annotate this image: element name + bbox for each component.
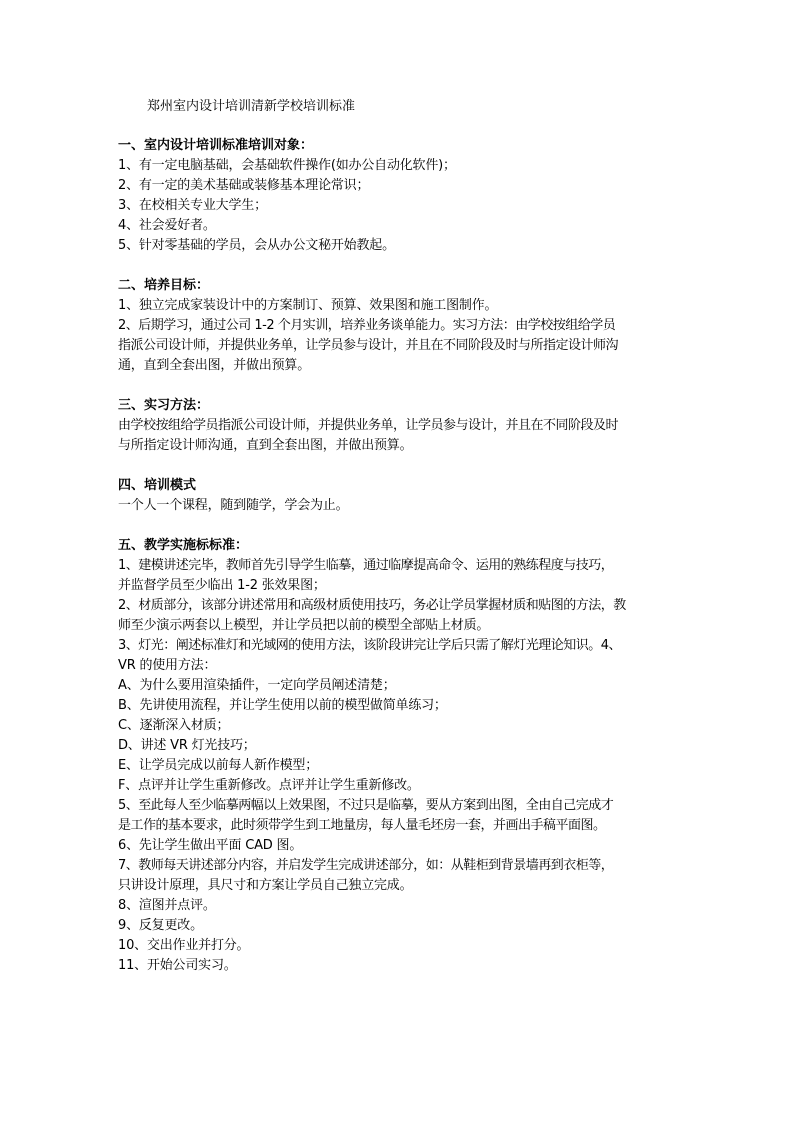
paragraph-line: 9、反复更改。 bbox=[118, 918, 203, 933]
section-heading: 五、教学实施标标准： bbox=[118, 538, 249, 553]
paragraph-line: A、为什么要用渲染插件，一定向学员阐述清楚； bbox=[118, 678, 396, 693]
paragraph-line: 3、在校相关专业大学生； bbox=[118, 198, 267, 213]
paragraph-line: D、讲述 VR 灯光技巧； bbox=[118, 738, 256, 753]
paragraph-line: 师至少演示两套以上模型，并让学员把以前的模型全部贴上材质。 bbox=[118, 618, 490, 633]
document-title: 郑州室内设计培训清新学校培训标准 bbox=[147, 99, 356, 114]
paragraph-line: 2、材质部分，该部分讲述常用和高级材质使用技巧，务必让学员掌握材质和贴图的方法，教 bbox=[118, 598, 626, 613]
paragraph-line: 2、后期学习，通过公司 1-2 个月实训，培养业务谈单能力。实习方法：由学校按组给学员 bbox=[118, 318, 616, 333]
section-training-targets bbox=[118, 136, 678, 256]
section-training-mode bbox=[118, 476, 678, 516]
paragraph-line: 由学校按组给学员指派公司设计师，并提供业务单，让学员参与设计，并且在不同阶段及时 bbox=[118, 418, 619, 433]
paragraph-line: 5、针对零基础的学员，会从办公文秘开始教起。 bbox=[118, 238, 395, 253]
paragraph-line: 5、至此每人至少临摹两幅以上效果图，不过只是临摹，要从方案到出图，全由自己完成才 bbox=[118, 798, 614, 813]
section-heading: 一、室内设计培训标准培训对象： bbox=[118, 138, 314, 153]
paragraph-line: 8、渲图并点评。 bbox=[118, 898, 216, 913]
paragraph-line: 并监督学员至少临出 1-2 张效果图； bbox=[118, 578, 326, 593]
paragraph-line: F、点评并让学生重新修改。点评并让学生重新修改。 bbox=[118, 778, 420, 793]
paragraph-line: E、让学员完成以前每人新作模型； bbox=[118, 758, 319, 773]
paragraph-line: 与所指定设计师沟通，直到全套出图，并做出预算。 bbox=[118, 438, 413, 453]
paragraph-line: 指派公司设计师，并提供业务单，让学员参与设计，并且在不同阶段及时与所指定设计师沟 bbox=[118, 338, 619, 353]
paragraph-line: 只讲设计原理，具尺寸和方案让学员自己独立完成。 bbox=[118, 878, 413, 893]
section-training-goals bbox=[118, 276, 678, 376]
section-heading: 四、培训模式 bbox=[118, 478, 197, 493]
paragraph-line: VR 的使用方法： bbox=[118, 658, 217, 673]
paragraph-line: 1、有一定电脑基础，会基础软件操作(如办公自动化软件)； bbox=[118, 158, 456, 173]
paragraph-line: 通，直到全套出图，并做出预算。 bbox=[118, 358, 311, 373]
paragraph-line: B、先讲使用流程，并让学生使用以前的模型做简单练习； bbox=[118, 698, 447, 713]
paragraph-line: 1、独立完成家装设计中的方案制订、预算、效果图和施工图制作。 bbox=[118, 298, 498, 313]
section-heading: 三、实习方法： bbox=[118, 398, 210, 413]
section-teaching-standards bbox=[118, 536, 678, 976]
paragraph-line: 一个人一个课程，随到随学，学会为止。 bbox=[118, 498, 349, 513]
paragraph-line: 3、灯光：阐述标准灯和光域网的使用方法，该阶段讲完让学后只需了解灯光理论知识。4、 bbox=[118, 638, 622, 653]
paragraph-line: 2、有一定的美术基础或装修基本理论常识； bbox=[118, 178, 370, 193]
document-body bbox=[118, 136, 678, 996]
section-internship-method bbox=[118, 396, 678, 456]
paragraph-line: 4、社会爱好者。 bbox=[118, 218, 216, 233]
paragraph-line: 7、教师每天讲述部分内容，并启发学生完成讲述部分，如：从鞋柜到背景墙再到衣柜等， bbox=[118, 858, 614, 873]
paragraph-line: 10、交出作业并打分。 bbox=[118, 938, 250, 953]
paragraph-line: C、逐渐深入材质； bbox=[118, 718, 230, 733]
paragraph-line: 6、先让学生做出平面 CAD 图。 bbox=[118, 838, 303, 853]
paragraph-line: 11、开始公司实习。 bbox=[118, 958, 237, 973]
section-heading: 二、培养目标： bbox=[118, 278, 210, 293]
paragraph-line: 是工作的基本要求，此时须带学生到工地量房，每人量毛坯房一套，并画出手稿平面图。 bbox=[118, 818, 606, 833]
paragraph-line: 1、建模讲述完毕，教师首先引导学生临摹，通过临摩提高命令、运用的熟练程度与技巧， bbox=[118, 558, 614, 573]
